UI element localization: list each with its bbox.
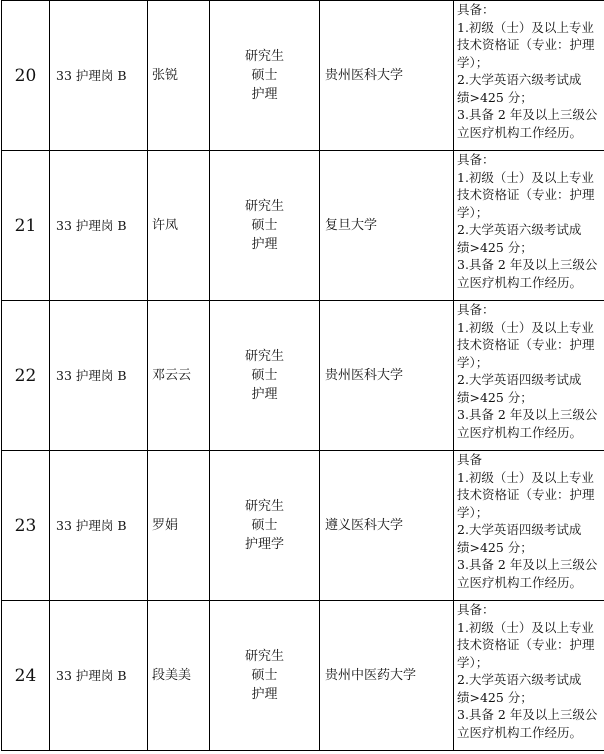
- degree: 硕士: [251, 68, 278, 83]
- requirement-line: 立医疗机构工作经历。: [457, 574, 583, 590]
- row-number: 23: [2, 451, 50, 601]
- requirement-line: 立医疗机构工作经历。: [457, 724, 583, 740]
- requirement-line: 技术资格证（专业：护理: [457, 187, 595, 202]
- requirement-line: 学）；: [457, 204, 489, 220]
- requirement-line: 1.初级（士）及以上专业: [457, 19, 594, 35]
- requirement-line: 具备：: [457, 602, 495, 617]
- requirement-line: 学）；: [457, 654, 489, 670]
- school: 复旦大学: [320, 151, 454, 301]
- education: [210, 1, 320, 151]
- candidate-name: 邓云云: [148, 301, 210, 451]
- requirement-line: 绩>425 分；: [457, 89, 533, 105]
- school: 贵州中医药大学: [320, 601, 454, 751]
- requirement-line: 3.具备 2 年及以上三级公: [457, 257, 598, 272]
- requirement-line: 3.具备 2 年及以上三级公: [457, 557, 598, 572]
- requirement-line: 2.大学英语四级考试成: [457, 372, 582, 387]
- major: 护理学: [244, 537, 284, 552]
- row-number: 20: [2, 1, 50, 151]
- requirements: [454, 601, 604, 751]
- education-level: 研究生: [244, 199, 284, 214]
- requirement-line: 学）；: [457, 354, 489, 370]
- candidate-table-body: [2, 1, 604, 751]
- requirement-line: 2.大学英语六级考试成: [457, 672, 582, 687]
- requirement-line: 3.具备 2 年及以上三级公: [457, 107, 598, 122]
- requirement-line: 绩>425 分；: [457, 389, 533, 405]
- requirement-line: 技术资格证（专业：护理: [457, 637, 595, 652]
- major: 护理: [251, 687, 278, 702]
- table-row: [2, 451, 604, 601]
- school: 遵义医科大学: [320, 451, 454, 601]
- table-row: [2, 151, 604, 301]
- requirement-line: 2.大学英语六级考试成: [457, 222, 582, 237]
- requirement-line: 学）；: [457, 54, 489, 70]
- post-name: 33 护理岗 B: [50, 301, 148, 451]
- requirements: [454, 451, 604, 601]
- education-level: 研究生: [244, 349, 284, 364]
- requirement-line: 1.初级（士）及以上专业: [457, 169, 594, 185]
- major: 护理: [251, 87, 278, 102]
- candidate-name: 张锐: [148, 1, 210, 151]
- requirement-line: 3.具备 2 年及以上三级公: [457, 407, 598, 422]
- requirement-line: 绩>425 分；: [457, 239, 533, 255]
- degree: 硕士: [251, 518, 278, 533]
- school: 贵州医科大学: [320, 301, 454, 451]
- candidate-name: 罗娟: [148, 451, 210, 601]
- row-number: 24: [2, 601, 50, 751]
- degree: 硕士: [251, 668, 278, 683]
- table-row: [2, 1, 604, 151]
- requirement-line: 绩>425 分；: [457, 689, 533, 705]
- requirement-line: 学）；: [457, 504, 489, 520]
- table-row: [2, 601, 604, 751]
- row-number: 22: [2, 301, 50, 451]
- requirement-line: 1.初级（士）及以上专业: [457, 319, 594, 335]
- education-level: 研究生: [244, 49, 284, 64]
- candidate-name: 段美美: [148, 601, 210, 751]
- degree: 硕士: [251, 218, 278, 233]
- candidate-table: [1, 0, 604, 751]
- requirement-line: 1.初级（士）及以上专业: [457, 619, 594, 635]
- requirement-line: 立医疗机构工作经历。: [457, 424, 583, 440]
- requirement-line: 1.初级（士）及以上专业: [457, 469, 594, 485]
- requirement-line: 具备: [457, 452, 483, 467]
- school: 贵州医科大学: [320, 1, 454, 151]
- education: [210, 451, 320, 601]
- requirements: [454, 301, 604, 451]
- requirement-line: 技术资格证（专业：护理: [457, 487, 595, 502]
- degree: 硕士: [251, 368, 278, 383]
- education: [210, 301, 320, 451]
- requirement-line: 3.具备 2 年及以上三级公: [457, 707, 598, 722]
- requirement-line: 绩>425 分；: [457, 539, 533, 555]
- table-row: [2, 301, 604, 451]
- requirement-line: 具备：: [457, 2, 495, 17]
- major: 护理: [251, 237, 278, 252]
- requirement-line: 2.大学英语六级考试成: [457, 72, 582, 87]
- major: 护理: [251, 387, 278, 402]
- post-name: 33 护理岗 B: [50, 151, 148, 301]
- requirements: [454, 151, 604, 301]
- requirement-line: 技术资格证（专业：护理: [457, 37, 595, 52]
- requirement-line: 具备：: [457, 302, 495, 317]
- candidate-name: 许凤: [148, 151, 210, 301]
- education-level: 研究生: [244, 649, 284, 664]
- row-number: 21: [2, 151, 50, 301]
- requirement-line: 2.大学英语四级考试成: [457, 522, 582, 537]
- education: [210, 601, 320, 751]
- post-name: 33 护理岗 B: [50, 451, 148, 601]
- requirements: [454, 1, 604, 151]
- requirement-line: 具备：: [457, 152, 495, 167]
- requirement-line: 技术资格证（专业：护理: [457, 337, 595, 352]
- requirement-line: 立医疗机构工作经历。: [457, 274, 583, 290]
- education-level: 研究生: [244, 499, 284, 514]
- post-name: 33 护理岗 B: [50, 1, 148, 151]
- requirement-line: 立医疗机构工作经历。: [457, 124, 583, 140]
- post-name: 33 护理岗 B: [50, 601, 148, 751]
- education: [210, 151, 320, 301]
